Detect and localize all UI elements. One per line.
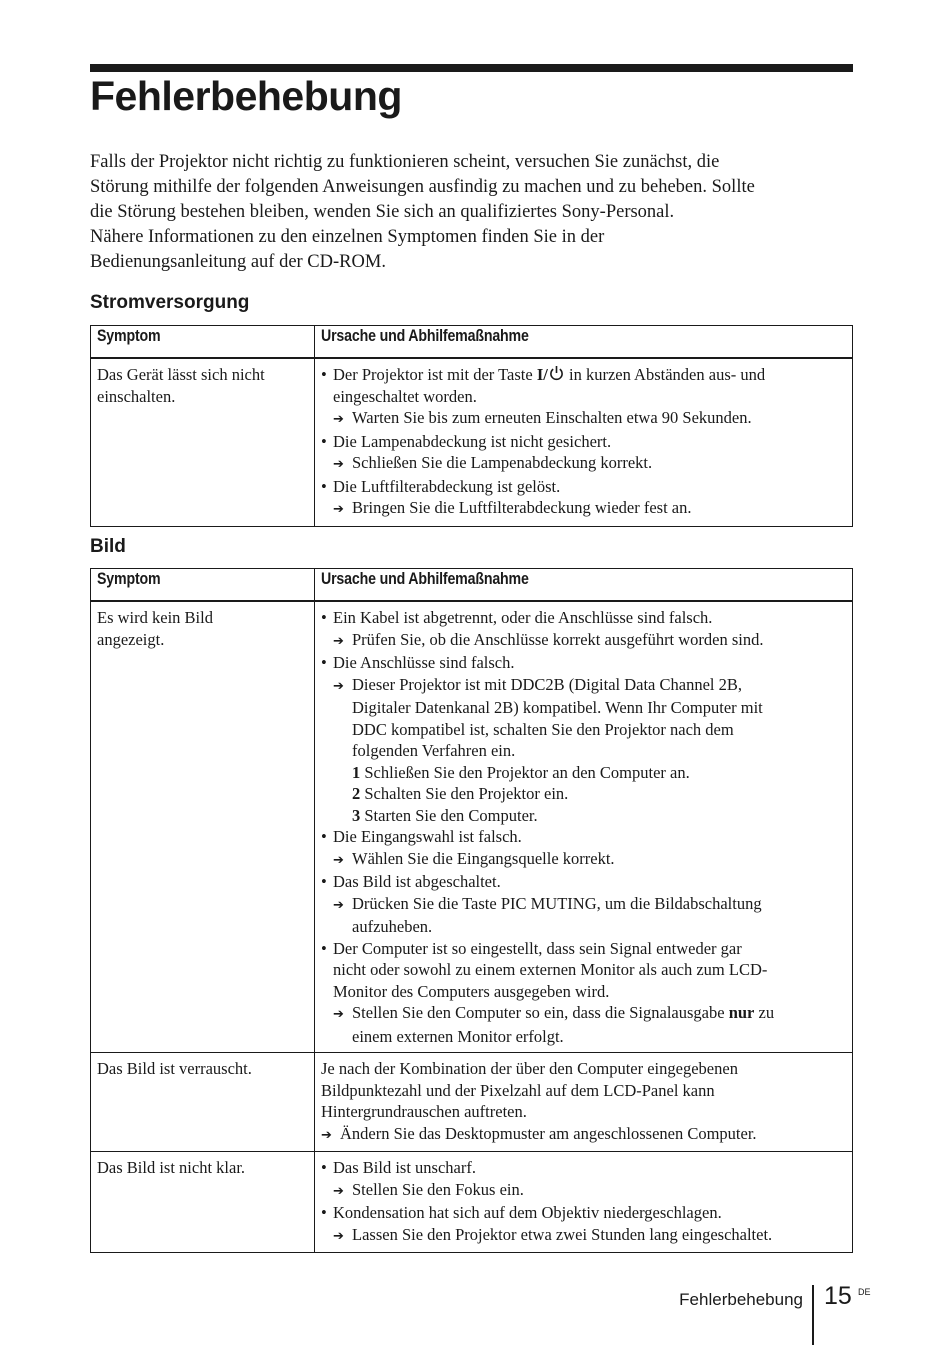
symptom-text: Das Bild ist verrauscht. (97, 1059, 252, 1078)
symptom-cell (91, 601, 315, 1053)
cause-line (321, 452, 846, 476)
cause-line (321, 893, 846, 917)
bullet-icon: • (321, 1158, 327, 1177)
table-row (91, 1053, 853, 1152)
arrow-right-icon: ➔ (333, 1228, 344, 1244)
column-header-symptom: Symptom (91, 326, 315, 359)
bullet-icon: • (321, 476, 327, 496)
power-button-label: I/ (536, 365, 548, 384)
cause-text: Bringen Sie die Luftfilterabdeckung wieder fest an. (352, 498, 692, 517)
cause-text: Warten Sie bis zum erneuten Einschalten etwa 90 Sekunden. (352, 408, 752, 427)
cause-cell (315, 358, 853, 526)
cause-line (321, 1179, 846, 1203)
intro-line: Falls der Projektor nicht richtig zu funktionieren scheint, versuchen Sie zunächst, die (90, 152, 720, 172)
cause-line (321, 1101, 846, 1123)
footer-section-label: Fehlerbehebung (679, 1290, 803, 1309)
cause-cell (315, 601, 853, 1053)
cause-text: Je nach der Kombination der über den Computer eingegebenen (321, 1059, 738, 1078)
bullet-icon: • (321, 365, 327, 384)
arrow-right-icon: ➔ (333, 412, 344, 427)
cause-text: Ein Kabel ist abgetrennt, oder die Anschlüsse sind falsch. (333, 608, 713, 627)
cause-line (321, 938, 846, 960)
cause-text: DDC kompatibel ist, schalten Sie den Projektor nach dem (352, 719, 734, 739)
symptom-text: Das Gerät lässt sich nicht (97, 365, 265, 384)
bullet-icon: • (321, 938, 327, 958)
table-row (91, 601, 853, 1053)
cause-line (321, 848, 846, 872)
cause-text: Der Projektor ist mit der Taste (333, 365, 533, 384)
emphasis-text: nur (728, 1003, 755, 1022)
cause-line (321, 431, 846, 453)
bullet-icon: • (321, 1203, 327, 1222)
bullet-icon: • (321, 653, 327, 672)
cause-line (321, 629, 846, 653)
cause-text: Schließen Sie den Projektor an den Computer an. (364, 762, 690, 782)
cause-line (321, 1080, 846, 1102)
arrow-right-icon: ➔ (333, 502, 344, 517)
cause-text: Dieser Projektor ist mit DDC2B (Digital Data Channel 2B, (352, 674, 742, 694)
title-rule (90, 64, 853, 72)
page-number: 15 (824, 1282, 852, 1310)
cause-cell (315, 1053, 853, 1152)
cause-text: Drücken Sie die Taste PIC MUTING, um die Bildabschaltung (352, 893, 762, 913)
page-title: Fehlerbehebung (90, 73, 402, 119)
cause-line (321, 762, 846, 784)
cause-line (321, 364, 846, 386)
intro-line: Bedienungsanleitung auf der CD-ROM. (90, 252, 386, 272)
arrow-right-icon: ➔ (321, 1127, 332, 1143)
column-header-cause: Ursache und Abhilfemaßnahme (315, 326, 853, 359)
cause-text: Die Eingangswahl ist falsch. (333, 827, 522, 846)
power-button-icon (537, 365, 565, 384)
cause-line (321, 805, 846, 827)
cause-text: Digitaler Datenkanal 2B) kompatibel. Wenn Ihr Computer mit (352, 698, 763, 717)
cause-text: Wählen Sie die Eingangsquelle korrekt. (352, 848, 615, 868)
cause-line (321, 740, 846, 762)
section-heading-stromversorgung: Stromversorgung (90, 292, 250, 313)
cause-text: aufzuheben. (352, 917, 433, 936)
step-number: 1 (352, 762, 361, 782)
cause-line (321, 1026, 846, 1048)
intro-line: Nähere Informationen zu den einzelnen Symptomen finden Sie in der (90, 227, 605, 247)
cause-text: Stellen Sie den Fokus ein. (352, 1179, 524, 1199)
footer-divider (812, 1285, 814, 1345)
intro-paragraph (90, 150, 860, 275)
cause-text: Schalten Sie den Projektor ein. (364, 784, 569, 803)
cause-line (321, 826, 846, 848)
arrow-right-icon: ➔ (333, 852, 344, 868)
bullet-icon: • (321, 431, 327, 451)
arrow-right-icon: ➔ (333, 633, 344, 649)
cause-line (321, 697, 846, 719)
arrow-right-icon: ➔ (333, 678, 344, 694)
cause-text: Ändern Sie das Desktopmuster am angeschlossenen Computer. (340, 1123, 757, 1143)
cause-text: zu (758, 1003, 775, 1022)
cause-text: Das Bild ist unscharf. (333, 1158, 476, 1177)
cause-text: Hintergrundrauschen auftreten. (321, 1102, 527, 1121)
symptom-cell (91, 1152, 315, 1253)
cause-line (321, 1002, 846, 1026)
cause-text: Die Luftfilterabdeckung ist gelöst. (333, 476, 561, 496)
cause-text: eingeschaltet worden. (333, 386, 477, 406)
table-row (91, 1152, 853, 1253)
cause-line (321, 476, 846, 498)
intro-line: die Störung bestehen bleiben, wenden Sie sich an qualifiziertes Sony-Personal. (90, 202, 675, 222)
cause-line (321, 1224, 846, 1248)
symptom-text: Es wird kein Bild (97, 608, 213, 627)
cause-cell (315, 1152, 853, 1253)
cause-line (321, 783, 846, 805)
cause-line (321, 871, 846, 893)
section-heading-bild: Bild (90, 536, 126, 557)
symptom-text: Das Bild ist nicht klar. (97, 1158, 246, 1177)
cause-line (321, 674, 846, 698)
cause-text: Starten Sie den Computer. (364, 805, 538, 825)
cause-text: nicht oder sowohl zu einem externen Monitor als auch zum LCD- (333, 960, 768, 979)
cause-line (321, 981, 846, 1003)
cause-line (321, 407, 846, 431)
cause-text: einem externen Monitor erfolgt. (352, 1026, 564, 1046)
step-number: 3 (352, 805, 361, 825)
cause-line (321, 607, 846, 629)
step-number: 2 (352, 784, 361, 803)
symptom-text: einschalten. (97, 386, 176, 406)
symptom-cell (91, 358, 315, 526)
cause-text: folgenden Verfahren ein. (352, 741, 516, 760)
cause-text: Stellen Sie den Computer so ein, dass die Signalausgabe (352, 1003, 725, 1022)
bullet-icon: • (321, 608, 327, 627)
arrow-right-icon: ➔ (333, 1183, 344, 1199)
cause-line (321, 1123, 846, 1147)
cause-line (321, 719, 846, 741)
table-bild (90, 568, 853, 1253)
cause-text: Die Lampenabdeckung ist nicht gesichert. (333, 431, 612, 451)
arrow-right-icon: ➔ (333, 897, 344, 913)
cause-text: Der Computer ist so eingestellt, dass sein Signal entweder gar (333, 938, 742, 958)
cause-line (321, 497, 846, 521)
arrow-right-icon: ➔ (333, 1007, 344, 1022)
cause-line (321, 1058, 846, 1080)
arrow-right-icon: ➔ (333, 457, 344, 472)
column-header-cause: Ursache und Abhilfemaßnahme (315, 569, 853, 602)
table-row (91, 358, 853, 526)
cause-text: Die Anschlüsse sind falsch. (333, 653, 515, 672)
bullet-icon: • (321, 872, 327, 891)
power-symbol-icon (549, 365, 564, 382)
cause-text: in kurzen Abständen aus- und (568, 365, 766, 384)
cause-text: Schließen Sie die Lampenabdeckung korrekt. (352, 453, 653, 472)
cause-text: Bildpunktezahl und der Pixelzahl auf dem LCD-Panel kann (321, 1080, 715, 1100)
cause-text: Das Bild ist abgeschaltet. (333, 872, 501, 891)
cause-line (321, 959, 846, 981)
cause-line (321, 652, 846, 674)
cause-text: Prüfen Sie, ob die Anschlüsse korrekt ausgeführt worden sind. (352, 629, 764, 649)
table-stromversorgung (90, 325, 853, 527)
column-header-symptom: Symptom (91, 569, 315, 602)
language-code: DE (858, 1287, 871, 1297)
bullet-icon: • (321, 827, 327, 846)
cause-text: Kondensation hat sich auf dem Objektiv niedergeschlagen. (333, 1203, 722, 1222)
intro-line: Störung mithilfe der folgenden Anweisungen ausfindig zu machen und zu beheben. Sollte (90, 177, 755, 197)
cause-line (321, 1157, 846, 1179)
cause-line (321, 916, 846, 938)
cause-text: Monitor des Computers ausgegeben wird. (333, 981, 610, 1001)
cause-line (321, 386, 846, 408)
symptom-cell (91, 1053, 315, 1152)
symptom-text: angezeigt. (97, 629, 165, 649)
cause-line (321, 1202, 846, 1224)
cause-text: Lassen Sie den Projektor etwa zwei Stunden lang eingeschaltet. (352, 1224, 773, 1244)
